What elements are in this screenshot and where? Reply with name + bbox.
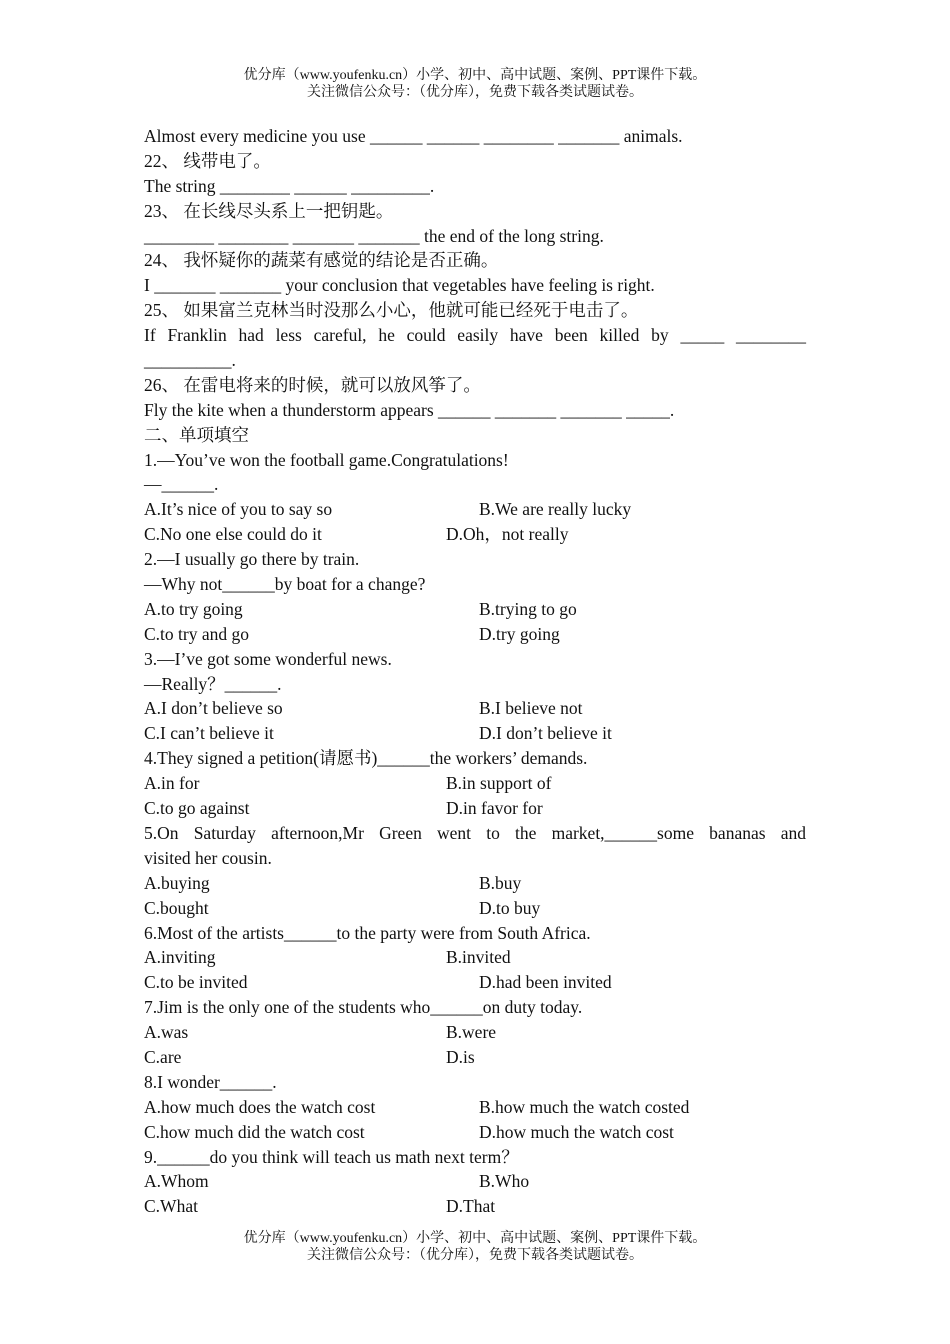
translation-line: 24、 我怀疑你的蔬菜有感觉的结论是否正确。 bbox=[144, 250, 499, 271]
option-b: B.invited bbox=[446, 947, 511, 968]
option-d: D.in favor for bbox=[446, 798, 543, 819]
option-b: B.We are really lucky bbox=[479, 499, 632, 520]
option-c: C.I can’t believe it bbox=[144, 723, 274, 744]
option-row bbox=[144, 1194, 806, 1219]
option-b: B.buy bbox=[479, 872, 522, 893]
option-c: C.to try and go bbox=[144, 623, 249, 644]
option-row bbox=[144, 1045, 806, 1070]
option-a: A.buying bbox=[144, 872, 210, 893]
translation-line: Fly the kite when a thunderstorm appears ______ _______ _______ _____. bbox=[144, 399, 675, 420]
option-a: A.how much does the watch cost bbox=[144, 1096, 376, 1117]
option-c: C.to go against bbox=[144, 798, 250, 819]
option-row bbox=[144, 497, 806, 522]
option-row bbox=[144, 945, 806, 970]
section-title: 二、单项填空 bbox=[144, 424, 249, 445]
question-stem: 2.—I usually go there by train. bbox=[144, 549, 360, 570]
option-a: A.I don’t believe so bbox=[144, 698, 283, 719]
option-d: D.to buy bbox=[479, 897, 541, 918]
option-d: D.Oh，not really bbox=[446, 524, 569, 545]
option-a: A.Whom bbox=[144, 1171, 209, 1192]
option-c: C.to be invited bbox=[144, 972, 248, 993]
option-d: D.That bbox=[446, 1196, 496, 1217]
option-row bbox=[144, 896, 806, 921]
option-row bbox=[144, 522, 806, 547]
option-row bbox=[144, 1095, 806, 1120]
translation-line: 23、 在长线尽头系上一把钥匙。 bbox=[144, 200, 394, 221]
translation-line: If Franklin had less careful, he could easily have been killed by _____ ________ bbox=[144, 325, 806, 346]
header-line-1: 优分库（www.youfenku.cn）小学、初中、高中试题、案例、PPT课件下载。 bbox=[243, 68, 707, 83]
translation-line: __________. bbox=[144, 350, 236, 371]
option-row bbox=[144, 696, 806, 721]
option-row bbox=[144, 622, 806, 647]
question-stem: —Really？______. bbox=[144, 673, 282, 694]
page-header bbox=[0, 67, 950, 101]
option-a: A.to try going bbox=[144, 598, 243, 619]
option-row bbox=[144, 796, 806, 821]
option-a: A.was bbox=[144, 1022, 189, 1043]
header-line-2: 关注微信公众号：（优分库），免费下载各类试题试卷。 bbox=[307, 85, 643, 100]
option-c: C.bought bbox=[144, 897, 209, 918]
option-c: C.What bbox=[144, 1196, 198, 1217]
option-d: D.try going bbox=[479, 623, 560, 644]
option-row bbox=[144, 1020, 806, 1045]
translation-line: 25、 如果富兰克林当时没那么小心，他就可能已经死于电击了。 bbox=[144, 300, 639, 321]
option-row bbox=[144, 1169, 806, 1194]
question-stem: 5.On Saturday afternoon,Mr Green went to the market,______some bananas and bbox=[144, 822, 806, 843]
document-body bbox=[144, 124, 806, 1219]
option-b: B.how much the watch costed bbox=[479, 1096, 690, 1117]
option-c: C.are bbox=[144, 1046, 182, 1067]
option-a: A.in for bbox=[144, 773, 200, 794]
option-row bbox=[144, 970, 806, 995]
option-b: B.trying to go bbox=[479, 598, 577, 619]
page-footer bbox=[0, 1230, 950, 1264]
option-d: D.how much the watch cost bbox=[479, 1121, 674, 1142]
option-b: B.in support of bbox=[446, 773, 552, 794]
question-stem: 8.I wonder______. bbox=[144, 1071, 277, 1092]
option-d: D.I don’t believe it bbox=[479, 723, 612, 744]
translation-line: Almost every medicine you use ______ ______ ________ _______ animals. bbox=[144, 126, 683, 146]
translation-line: I _______ _______ your conclusion that vegetables have feeling is right. bbox=[144, 275, 655, 296]
footer-line-2: 关注微信公众号：（优分库），免费下载各类试题试卷。 bbox=[307, 1248, 643, 1263]
option-a: A.inviting bbox=[144, 947, 216, 968]
question-stem: 4.They signed a petition(请愿书)______the workers’ demands. bbox=[144, 748, 588, 769]
option-row bbox=[144, 871, 806, 896]
translation-line: 26、 在雷电将来的时候，就可以放风筝了。 bbox=[144, 374, 481, 395]
question-stem: 7.Jim is the only one of the students who______on duty today. bbox=[144, 997, 583, 1018]
option-row bbox=[144, 771, 806, 796]
option-b: B.were bbox=[446, 1022, 497, 1043]
option-row bbox=[144, 721, 806, 746]
question-stem: visited her cousin. bbox=[144, 847, 272, 868]
question-stem: —Why not______by boat for a change? bbox=[144, 574, 426, 595]
footer-line-1: 优分库（www.youfenku.cn）小学、初中、高中试题、案例、PPT课件下载。 bbox=[243, 1231, 707, 1246]
option-d: D.had been invited bbox=[479, 972, 612, 993]
option-c: C.how much did the watch cost bbox=[144, 1121, 365, 1142]
question-stem: 1.—You’ve won the football game.Congratulations! bbox=[144, 449, 509, 470]
question-stem: —______. bbox=[144, 474, 219, 495]
question-stem: 6.Most of the artists______to the party were from South Africa. bbox=[144, 922, 591, 943]
option-c: C.No one else could do it bbox=[144, 524, 322, 545]
option-row bbox=[144, 1120, 806, 1145]
question-stem: 3.—I’ve got some wonderful news. bbox=[144, 648, 392, 669]
option-a: A.It’s nice of you to say so bbox=[144, 499, 333, 520]
translation-line: ________ ________ _______ _______ the end of the long string. bbox=[144, 225, 604, 246]
option-row bbox=[144, 597, 806, 622]
option-b: B.I believe not bbox=[479, 698, 583, 719]
option-d: D.is bbox=[446, 1046, 475, 1067]
translation-line: 22、 线带电了。 bbox=[144, 150, 271, 171]
option-b: B.Who bbox=[479, 1171, 530, 1192]
translation-line: The string ________ ______ _________. bbox=[144, 175, 435, 196]
question-stem: 9.______do you think will teach us math next term？ bbox=[144, 1146, 519, 1167]
